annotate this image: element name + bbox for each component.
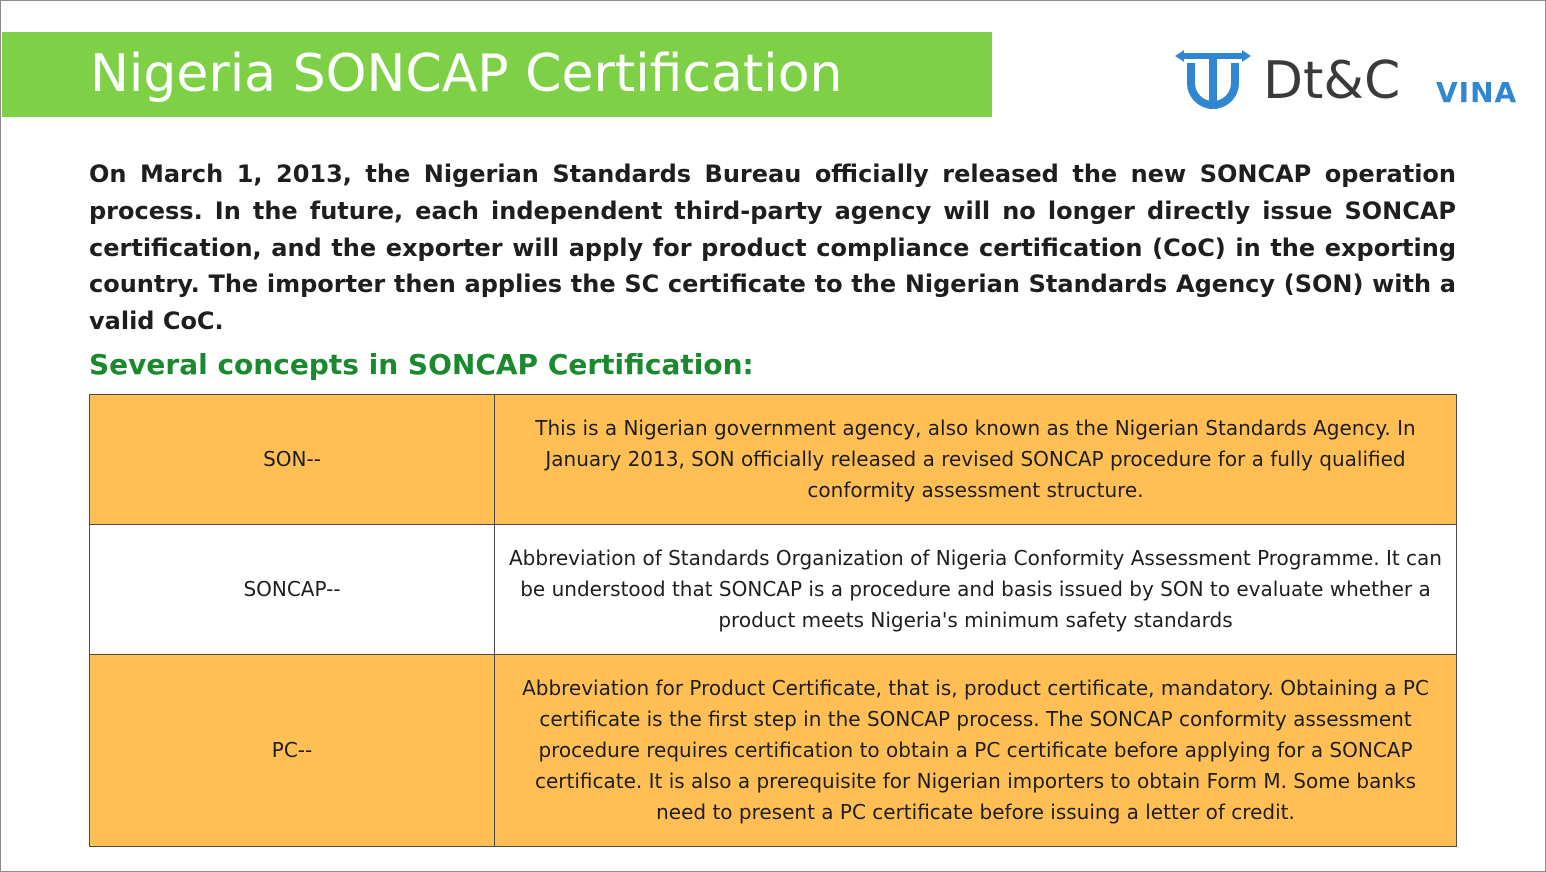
concepts-table — [89, 394, 1457, 847]
section-heading: Several concepts in SONCAP Certification: — [89, 348, 754, 381]
table-row — [90, 525, 1457, 655]
company-logo — [1175, 49, 1520, 113]
title-bar — [2, 32, 992, 117]
concept-definition: Abbreviation of Standards Organization of Nigeria Conformity Assessment Programme. It can be understood that SONCAP is a procedure and basis issued by SON to evaluate whether a product meets Nigeria's minimum safety standards — [495, 525, 1457, 655]
table-row — [90, 395, 1457, 525]
concept-term: SONCAP-- — [90, 525, 495, 655]
concept-term: SON-- — [90, 395, 495, 525]
intro-paragraph: On March 1, 2013, the Nigerian Standards Bureau officially released the new SONCAP operation process. In the future, each independent third-party agency will no longer directly issue SONCAP certification, and the exporter will apply for product compliance certification (CoC) in the exporting country. The importer then applies the SC certificate to the Nigerian Standards Agency (SON) with a valid CoC. — [89, 160, 1456, 336]
dtc-logo-icon — [1175, 49, 1255, 113]
concept-definition: This is a Nigerian government agency, also known as the Nigerian Standards Agency. In January 2013, SON officially released a revised SONCAP procedure for a fully qualified conformity assessment structure. — [495, 395, 1457, 525]
concept-term: PC-- — [90, 655, 495, 847]
table-row — [90, 655, 1457, 847]
logo-wordmark: Dt&C — [1263, 51, 1401, 111]
concept-definition: Abbreviation for Product Certificate, that is, product certificate, mandatory. Obtaining a PC certificate is the first step in the SONCAP process. The SONCAP conformity assessment procedure requires certification to obtain a PC certificate before applying for a SONCAP certificate. It is also a prerequisite for Nigerian importers to obtain Form M. Some banks need to present a PC certificate before issuing a letter of credit. — [495, 655, 1457, 847]
page-title: Nigeria SONCAP Certification — [90, 44, 843, 104]
logo-suffix: VINA — [1436, 76, 1518, 109]
